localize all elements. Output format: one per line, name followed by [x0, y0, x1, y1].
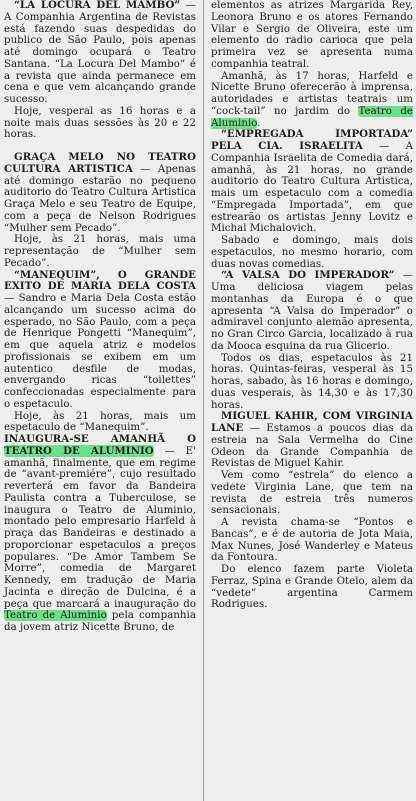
article-paragraph: Todos os dias, espetaculos às 21 horas. Quintas-feiras, vesperal às 15 horas, sabado, às 16 horas e domingo, duas vesperais, às 14,30 e às 17,30 horas. — [211, 352, 413, 411]
article-paragraph: Hoje, às 21 horas, mais uma representação de “Mulher sem Pecado”. — [4, 234, 196, 269]
article-paragraph: Sabado e domingo, mais dois espetaculos, no mesmo horario, com duas novas comedias. — [211, 235, 413, 270]
article-title: GRAÇA MELO NO TEATRO CULTURA ARTISTICA — [4, 151, 196, 175]
article-title: “EMPREGADA IMPORTADA” PELA CIA. ISRAELITA — [211, 128, 413, 152]
article-paragraph: Amanhã, às 17 horas, Harfeld e Nicette Bruno oferecerão à imprensa, autoridades e artistas teatrais um “cock-tail” no jardim do Teatro de Aluminio. — [211, 70, 413, 129]
article-body: — Estamos a poucos dias da estreia na Sala Vermelha do Cine Odeon da Grande Companhia de Revistas de Miguel Kahir. — [211, 423, 413, 470]
article-paragraph: elementos as atrizes Margarida Rey, Leonora Bruno e os atores Fernando Vilar e Sergio de Oliveira, este um elemento do radio carioca que pela primeira vez se apresenta numa companhia teatral. — [211, 0, 413, 70]
article-body: — Apenas até domingo estarão no pequeno auditorio do Teatro Cultura Artistica Graça Melo e seu Teatro de Equipe, com a peça de Nelson Rodrigues “Mulher sem Pecado”. — [4, 163, 197, 234]
highlighted-term: Teatro de Aluminio — [4, 610, 107, 622]
column-divider — [203, 0, 204, 801]
article-body: — Sandro e Maria Dela Costa estão alcançando um sucesso acima do esperado, no São Paulo, com a peça de Henrique Pongetti “Manequim”, em que aquela atriz e modelos profissionais se exibem em um autentico desfile de modas, envergando ricas “toilettes” confeccionadas especialmente para o espetaculo. — [4, 293, 196, 410]
article-title: “A VALSA DO IMPERADOR” — [221, 269, 395, 282]
article-teatro-aluminio — [4, 434, 196, 634]
article-locura-del-mambo — [4, 0, 196, 106]
article-valsa-do-imperador — [211, 270, 413, 352]
article-miguel-kahir — [211, 411, 413, 470]
highlighted-term: Teatro de Aluminio — [211, 105, 413, 129]
right-column — [207, 0, 416, 801]
highlighted-term: TEATRO DE ALUMINIO — [4, 444, 154, 457]
left-column — [0, 0, 200, 801]
article-paragraph: Hoje, às 21 horas, mais um espetaculo de “Manequim”. — [4, 410, 196, 434]
article-manequim — [4, 270, 196, 411]
article-body: pela companhia da jovem atriz Nicette Bruno, de — [4, 610, 196, 633]
article-title: “LA LOCURA DEL MAMBO” — [14, 0, 181, 11]
article-paragraph: A revista chama-se “Pontos e Bancas”, e é de autoria de Jota Maia, Max Nunes, José Wanderley e Mateus da Fontoura. — [211, 517, 413, 564]
article-paragraph: Hoje, vesperal as 16 horas e a noite mais duas sessões às 20 e 22 horas. — [4, 105, 196, 141]
article-body: — A Companhia Argentina de Revistas está fazendo suas despedidas do publico de São Paulo, pois apenas até domingo ocupará o Teatro Santana. “La Locura Del Mambo” é a revista que ainda permanece em cena e que vem alcançando grande sucesso. — [4, 0, 196, 105]
article-title: “MANEQUIM”, O GRANDE EXITO DE MARIA DELA COSTA — [4, 268, 196, 293]
article-title: MIGUEL KAHIR, COM VIRGINIA LANE — [211, 410, 413, 434]
article-paragraph: Vem como “estrela” do elenco a vedete Virginia Lane, que tem na revista de estreia três numeros sensacionais. — [211, 470, 413, 517]
article-body: — E' amanhã, finalmente, que em regime de “avant-premiére”, cujo resultado reverterá em favor da Bandeira Paulista contra a Tuberculose, se inaugura o Teatro de Aluminio, montado pelo empresario Harfeld à praça das Bandeiras e destinado a proporcionar espetaculos a preços populares. “De Amor Tambem Se Morre”, comedia de Margaret Kennedy, em tradução de Maria Jacinta e direção de Dulcina, é a peça que marcará a inauguração do — [4, 445, 196, 610]
article-title: INAUGURA-SE AMANHÃ O — [4, 433, 196, 445]
article-graca-melo — [4, 152, 196, 234]
article-body: — Uma deliciosa viagem pelas montanhas da Europa é o que apresenta “A Valsa do Imperador” o admiravel conjunto alemão apresenta, no Gran Circo Garcia, localizado à rua da Mooca esquina da rua Glicerio. — [211, 270, 413, 352]
article-body: — A Companhia Israelita de Comedia dará, amanhã, às 21 horas, no grande auditorio do Teatro Cultura Artistica, mais um espetaculo com a comedia “Empregada Importada”, em que estrearão os artistas Jenny Lovitz e Michal Michalovich. — [211, 141, 413, 235]
article-empregada-importada — [211, 129, 413, 235]
article-paragraph: Do elenco fazem parte Violeta Ferraz, Spina e Grande Otelo, alem da “vedete” argentina Carmem Rodrigues. — [211, 564, 413, 611]
